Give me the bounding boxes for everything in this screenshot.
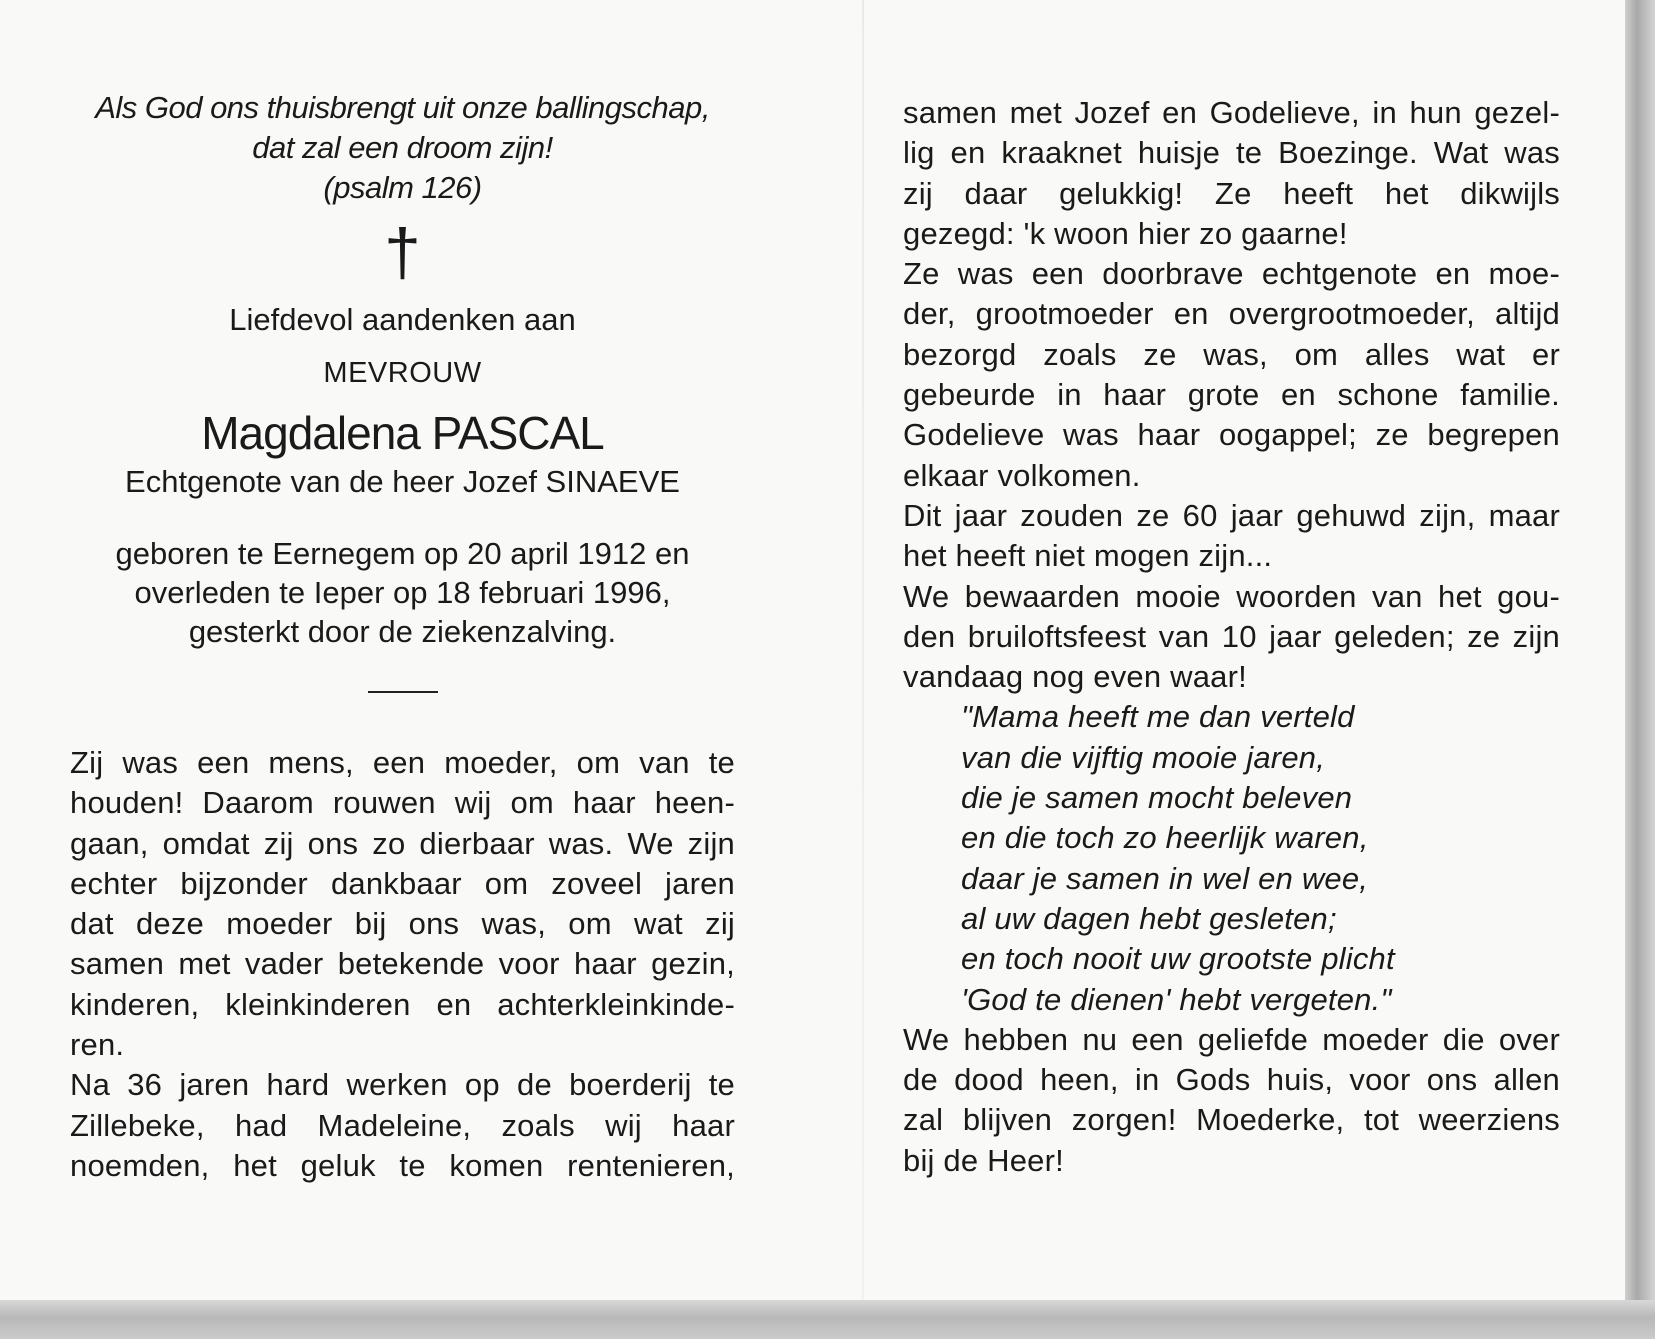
text-line: de dood heen, in Gods huis, voor ons allen xyxy=(903,1062,1560,1098)
dates-line: gesterkt door de ziekenzalving. xyxy=(188,614,617,649)
text-line: Ze was een doorbrave echtgenote en moe- xyxy=(903,256,1560,292)
text-line: dat deze moeder bij ons was, om wat zij xyxy=(70,906,735,942)
text-line: Dit jaar zouden ze 60 jaar gehuwd zijn, maar xyxy=(903,497,1560,533)
left-body-text xyxy=(70,743,735,1186)
motto-line: dat zal een droom zijn! xyxy=(252,130,553,165)
text-line: Zij was een mens, een moeder, om van te xyxy=(70,745,735,780)
text-line: samen met vader betekende voor haar gezin, xyxy=(70,946,735,982)
psalm-motto xyxy=(70,88,735,208)
poem-line: 'God te dienen' hebt vergeten." xyxy=(961,981,1392,1017)
text-line: bij de Heer! xyxy=(903,1142,1064,1178)
text-line: het heeft niet mogen zijn... xyxy=(903,538,1273,574)
text-line: ren. xyxy=(70,1027,125,1063)
text-line: houden! Daarom rouwen wij om haar heen- xyxy=(70,785,735,821)
poem-line: daar je samen in wel en wee, xyxy=(961,860,1369,896)
poem-line: "Mama heeft me dan verteld xyxy=(961,699,1355,735)
poem-line: en die toch zo heerlijk waren, xyxy=(961,820,1369,856)
text-line: den bruiloftsfeest van 10 jaar geleden; ze zijn xyxy=(903,618,1560,654)
poem-line: al uw dagen hebt gesleten; xyxy=(961,900,1337,936)
spouse-line: Echtgenote van de heer Jozef SINAEVE xyxy=(125,464,680,499)
text-line: elkaar volkomen. xyxy=(903,457,1141,493)
divider xyxy=(368,691,438,693)
poem-line: van die vijftig mooie jaren, xyxy=(961,739,1326,775)
text-line: We hebben nu een geliefde moeder die over xyxy=(903,1021,1560,1057)
text-line: lig en kraaknet huisje te Boezinge. Wat was xyxy=(903,135,1560,171)
text-line: Zillebeke, had Madeleine, zoals wij haar xyxy=(70,1107,735,1143)
poem xyxy=(903,697,1560,1019)
text-line: echter bijzonder dankbaar om zoveel jaren xyxy=(70,865,735,901)
right-page xyxy=(903,93,1560,1181)
poem-line: die je samen mocht beleven xyxy=(961,780,1353,816)
text-line: zal blijven zorgen! Moederke, tot weerziens xyxy=(903,1102,1560,1138)
text-line: Godelieve was haar oogappel; ze begrepen xyxy=(903,417,1560,453)
text-line: der, grootmoeder en overgrootmoeder, altijd xyxy=(903,296,1560,332)
text-line: gezegd: 'k woon hier zo gaarne! xyxy=(903,215,1348,251)
right-body-text xyxy=(903,93,1560,1181)
text-line: zij daar gelukkig! Ze heeft het dikwijls xyxy=(903,175,1560,211)
text-line: gaan, omdat zij ons zo dierbaar was. We zijn xyxy=(70,825,735,861)
text-line: noemden, het geluk te komen rentenieren, xyxy=(70,1147,735,1183)
dates-line: geboren te Eernegem op 20 april 1912 en xyxy=(115,536,690,571)
text-line: gebeurde in haar grote en schone familie. xyxy=(903,377,1560,413)
text-line: We bewaarden mooie woorden van het gou- xyxy=(903,578,1560,614)
text-line: bezorgd zoals ze was, om alles wat er xyxy=(903,336,1560,372)
left-page xyxy=(70,88,735,1186)
scan-edge-right xyxy=(1625,0,1655,1339)
poem-line: en toch nooit uw grootste plicht xyxy=(961,941,1395,977)
motto-reference: (psalm 126) xyxy=(323,170,482,205)
deceased-name: Magdalena PASCAL xyxy=(201,407,604,459)
motto-line: Als God ons thuisbrengt uit onze ballingschap, xyxy=(95,90,710,125)
birth-death-dates xyxy=(70,534,735,651)
text-line: vandaag nog even waar! xyxy=(903,659,1247,695)
scan-edge-bottom xyxy=(0,1300,1655,1339)
intro-text: Liefdevol aandenken aan xyxy=(229,302,576,337)
text-line: kinderen, kleinkinderen en achterkleinkinde- xyxy=(70,986,735,1022)
dates-line: overleden te Ieper op 18 februari 1996, xyxy=(134,575,671,610)
text-line: samen met Jozef en Godelieve, in hun gezel- xyxy=(903,95,1560,130)
honorific: MEVROUW xyxy=(323,357,482,389)
text-line: Na 36 jaren hard werken op de boerderij te xyxy=(70,1067,735,1103)
cross-icon: † xyxy=(384,215,421,289)
card-fold xyxy=(862,0,864,1300)
